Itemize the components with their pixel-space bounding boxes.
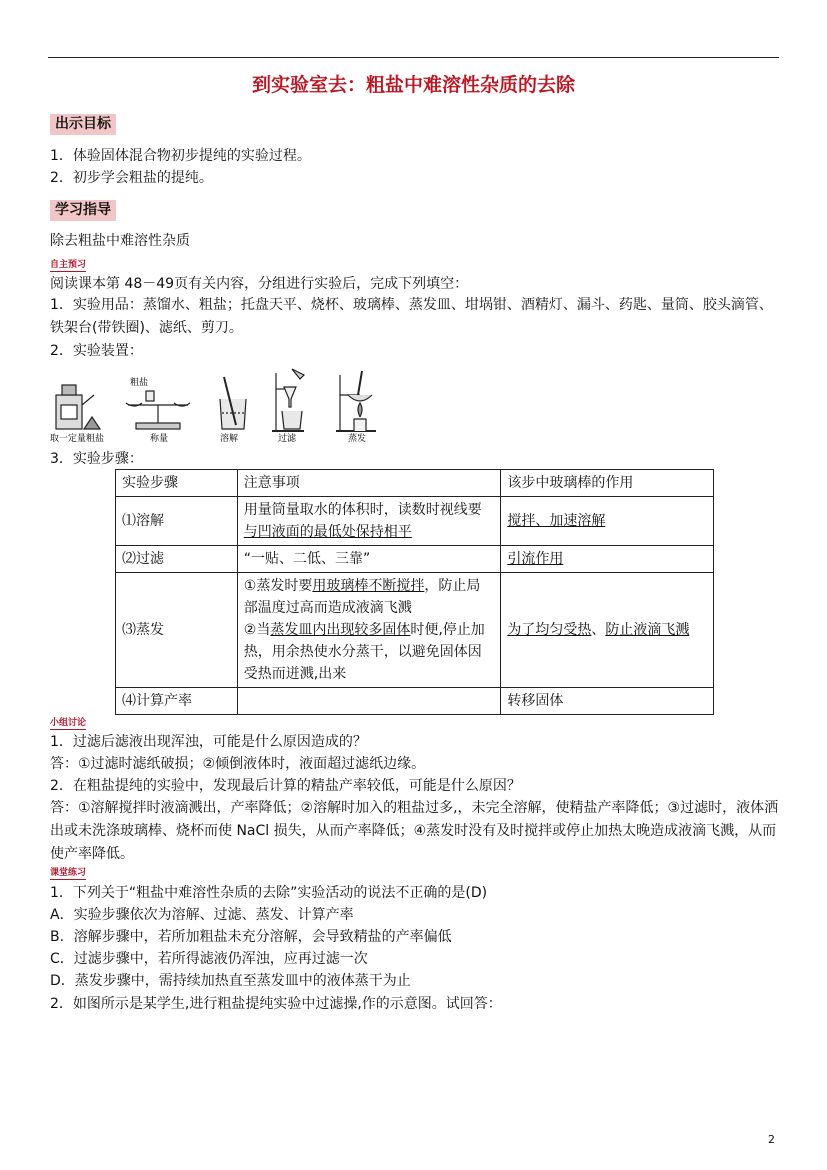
practice-option: B．溶解步骤中，若所加粗盐未充分溶解，会导致精盐的产率偏低 bbox=[50, 929, 452, 945]
apparatus-illustration bbox=[48, 365, 388, 445]
role-cell: 转移固体 bbox=[501, 688, 714, 715]
self-study-tag: 自主预习 bbox=[50, 260, 87, 270]
balance-icon bbox=[126, 391, 190, 429]
question: 2．在粗盐提纯的实验中，发现最后计算的精盐产率较低，可能是什么原因？ bbox=[50, 778, 521, 794]
answer: 答：①过滤时滤纸破损；②倾倒液体时，液面超过滤纸边缘。 bbox=[50, 756, 426, 772]
answer: 答：①溶解搅拌时液滴溅出，产率降低；②溶解时加入的粗盐过多,，未完全溶解，使精盐产率降低；③过滤时，液体洒出或未洗涤玻璃棒、烧杯而使 NaCl 损失，从而产率降低；④蒸发时没有及时搅拌或停止加热太晚造成液滴飞溅，从而使产率降低。 bbox=[50, 800, 779, 862]
steps-table bbox=[115, 469, 714, 715]
self-study-intro: 阅读课本第 48－49页有关内容，分组进行实验后，完成下列填空： bbox=[50, 276, 469, 292]
table-header: 注意事项 bbox=[237, 470, 501, 497]
practice-question: 2．如图所示是某学生,进行粗盐提纯实验中过滤操,作的示意图。试回答： bbox=[50, 996, 502, 1012]
section-goal-tag: 出示目标 bbox=[50, 114, 116, 135]
practice-option: A．实验步骤依次为溶解、过滤、蒸发、计算产率 bbox=[50, 907, 354, 923]
step-cell: ⑴溶解 bbox=[116, 497, 238, 546]
section-guide-tag: 学习指导 bbox=[50, 200, 116, 221]
note-text: 用量筒量取水的体积时，读数时视线要 bbox=[243, 502, 482, 518]
practice-option: C．过滤步骤中，若所得滤液仍浑浊，应再过滤一次 bbox=[50, 951, 368, 967]
table-row bbox=[116, 497, 714, 546]
role-answer: 防止液滴飞溅 bbox=[605, 622, 690, 638]
header-rule bbox=[48, 57, 779, 58]
page-title: 到实验室去：粗盐中难溶性杂质的去除 bbox=[251, 74, 575, 96]
guide-topic: 除去粗盐中难溶性杂质 bbox=[50, 233, 190, 249]
goal-item: 2．初步学会粗盐的提纯。 bbox=[50, 170, 213, 186]
role-separator: 、 bbox=[591, 622, 606, 638]
table-header-row bbox=[116, 470, 714, 497]
apparatus-label: 溶解 bbox=[220, 434, 239, 444]
table-row bbox=[116, 546, 714, 573]
role-answer: 为了均匀受热 bbox=[507, 622, 592, 638]
note-answer: 与凹液面的最低处保持相平 bbox=[243, 524, 412, 540]
step-cell: ⑶蒸发 bbox=[116, 573, 238, 688]
note-cell bbox=[237, 497, 501, 546]
role-cell bbox=[501, 546, 714, 573]
page-number: 2 bbox=[768, 1133, 775, 1146]
step-cell: ⑵过滤 bbox=[116, 546, 238, 573]
practice-tag: 课堂练习 bbox=[50, 868, 87, 878]
step-cell: ⑷计算产率 bbox=[116, 688, 238, 715]
table-row bbox=[116, 573, 714, 688]
note-text: ②当 bbox=[243, 622, 271, 638]
role-cell bbox=[501, 573, 714, 688]
note-text: ，防止局部温度过高而造成液滴飞溅 bbox=[243, 578, 481, 616]
note-text: 时便,停止加热，用余热使水分蒸干，以避免固体因受热而迸溅,出来 bbox=[243, 622, 485, 682]
evaporation-icon bbox=[336, 371, 376, 431]
role-cell bbox=[501, 497, 714, 546]
reagent-bottle-icon bbox=[56, 385, 100, 429]
table-row bbox=[116, 688, 714, 715]
practice-option: D．蒸发步骤中，需持续加热直至蒸发皿中的液体蒸干为止 bbox=[50, 973, 411, 989]
note-answer: 用玻璃棒不断搅拌 bbox=[312, 578, 425, 594]
note-cell bbox=[237, 573, 501, 688]
apparatus-label: 称量 bbox=[150, 434, 169, 444]
table-header: 该步中玻璃棒的作用 bbox=[501, 470, 714, 497]
apparatus-label: 蒸发 bbox=[348, 434, 367, 444]
role-answer: 引流作用 bbox=[507, 551, 564, 567]
note-cell bbox=[237, 688, 501, 715]
note-answer: 蒸发皿内出现较多固体 bbox=[270, 622, 411, 638]
role-answer: 搅拌、加速溶解 bbox=[507, 513, 606, 529]
practice-question: 1．下列关于“粗盐中难溶性杂质的去除”实验活动的说法不正确的是(D) bbox=[50, 885, 488, 901]
note-cell: “一贴、二低、三靠” bbox=[237, 546, 501, 573]
item-materials: 1．实验用品：蒸馏水、粗盐；托盘天平、烧杯、玻璃棒、蒸发皿、坩埚钳、酒精灯、漏斗、药匙、量筒、胶头滴管、铁架台(带铁圈)、滤纸、剪刀。 bbox=[50, 297, 773, 336]
discussion-tag: 小组讨论 bbox=[50, 718, 87, 728]
beaker-rod-icon bbox=[220, 377, 246, 429]
question: 1．过滤后滤液出现浑浊，可能是什么原因造成的？ bbox=[50, 734, 367, 750]
goal-item: 1．体验固体混合物初步提纯的实验过程。 bbox=[50, 148, 311, 164]
apparatus-label: 过滤 bbox=[278, 434, 297, 444]
apparatus-label: 取一定量粗盐 bbox=[50, 434, 105, 444]
note-text: ①蒸发时要 bbox=[243, 578, 313, 594]
filtration-icon bbox=[272, 369, 304, 431]
item-steps: 3．实验步骤： bbox=[50, 451, 143, 467]
item-apparatus: 2．实验装置： bbox=[50, 343, 143, 359]
table-header: 实验步骤 bbox=[116, 470, 238, 497]
apparatus-top-label: 粗盐 bbox=[130, 378, 149, 388]
